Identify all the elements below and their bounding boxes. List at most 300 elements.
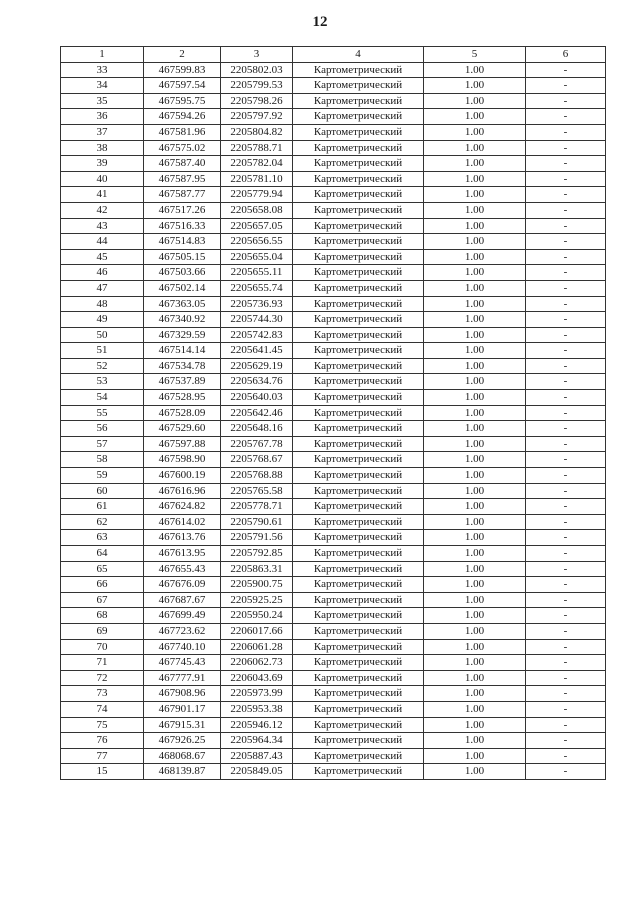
point-number-cell: 58 — [61, 452, 144, 468]
method-cell: Картометрический — [293, 374, 424, 390]
y-coordinate-cell: 2205642.46 — [221, 405, 293, 421]
table-row — [61, 171, 606, 187]
x-coordinate-cell: 467528.09 — [144, 405, 221, 421]
table-row — [61, 343, 606, 359]
x-coordinate-cell: 467529.60 — [144, 421, 221, 437]
y-coordinate-cell: 2206017.66 — [221, 623, 293, 639]
table-row — [61, 499, 606, 515]
x-coordinate-cell: 467340.92 — [144, 312, 221, 328]
table-row — [61, 296, 606, 312]
y-coordinate-cell: 2205863.31 — [221, 561, 293, 577]
method-cell: Картометрический — [293, 249, 424, 265]
x-coordinate-cell: 468139.87 — [144, 764, 221, 780]
x-coordinate-cell: 467597.88 — [144, 436, 221, 452]
y-coordinate-cell: 2205900.75 — [221, 577, 293, 593]
y-coordinate-cell: 2205953.38 — [221, 701, 293, 717]
method-cell: Картометрический — [293, 577, 424, 593]
accuracy-cell: 1.00 — [424, 187, 526, 203]
table-row — [61, 592, 606, 608]
accuracy-cell: 1.00 — [424, 358, 526, 374]
accuracy-cell: 1.00 — [424, 468, 526, 484]
accuracy-cell: 1.00 — [424, 171, 526, 187]
accuracy-cell: 1.00 — [424, 109, 526, 125]
y-coordinate-cell: 2205655.74 — [221, 280, 293, 296]
accuracy-cell: 1.00 — [424, 374, 526, 390]
x-coordinate-cell: 467505.15 — [144, 249, 221, 265]
column-header-x-coordinate: 2 — [144, 47, 221, 63]
point-number-cell: 53 — [61, 374, 144, 390]
point-number-cell: 55 — [61, 405, 144, 421]
y-coordinate-cell: 2205799.53 — [221, 78, 293, 94]
description-cell: - — [526, 452, 606, 468]
point-number-cell: 46 — [61, 265, 144, 281]
point-number-cell: 73 — [61, 686, 144, 702]
y-coordinate-cell: 2206061.28 — [221, 639, 293, 655]
y-coordinate-cell: 2205887.43 — [221, 748, 293, 764]
description-cell: - — [526, 530, 606, 546]
description-cell: - — [526, 358, 606, 374]
accuracy-cell: 1.00 — [424, 577, 526, 593]
point-number-cell: 15 — [61, 764, 144, 780]
y-coordinate-cell: 2205629.19 — [221, 358, 293, 374]
accuracy-cell: 1.00 — [424, 530, 526, 546]
accuracy-cell: 1.00 — [424, 234, 526, 250]
accuracy-cell: 1.00 — [424, 312, 526, 328]
accuracy-cell: 1.00 — [424, 93, 526, 109]
accuracy-cell: 1.00 — [424, 514, 526, 530]
table-row — [61, 436, 606, 452]
y-coordinate-cell: 2205779.94 — [221, 187, 293, 203]
table-row — [61, 733, 606, 749]
point-number-cell: 57 — [61, 436, 144, 452]
description-cell: - — [526, 608, 606, 624]
description-cell: - — [526, 156, 606, 172]
y-coordinate-cell: 2205804.82 — [221, 124, 293, 140]
description-cell: - — [526, 280, 606, 296]
accuracy-cell: 1.00 — [424, 592, 526, 608]
x-coordinate-cell: 467587.77 — [144, 187, 221, 203]
point-number-cell: 60 — [61, 483, 144, 499]
x-coordinate-cell: 467537.89 — [144, 374, 221, 390]
method-cell: Картометрический — [293, 655, 424, 671]
method-cell: Картометрический — [293, 764, 424, 780]
method-cell: Картометрический — [293, 483, 424, 499]
table-row — [61, 265, 606, 281]
accuracy-cell: 1.00 — [424, 296, 526, 312]
description-cell: - — [526, 202, 606, 218]
point-number-cell: 61 — [61, 499, 144, 515]
point-number-cell: 41 — [61, 187, 144, 203]
table-row — [61, 639, 606, 655]
x-coordinate-cell: 467534.78 — [144, 358, 221, 374]
table-row — [61, 530, 606, 546]
method-cell: Картометрический — [293, 187, 424, 203]
method-cell: Картометрический — [293, 421, 424, 437]
point-number-cell: 48 — [61, 296, 144, 312]
description-cell: - — [526, 312, 606, 328]
column-header-accuracy: 5 — [424, 47, 526, 63]
table-row — [61, 608, 606, 624]
method-cell: Картометрический — [293, 327, 424, 343]
table-row — [61, 546, 606, 562]
table-row — [61, 686, 606, 702]
point-number-cell: 65 — [61, 561, 144, 577]
x-coordinate-cell: 467594.26 — [144, 109, 221, 125]
table-row — [61, 468, 606, 484]
method-cell: Картометрический — [293, 202, 424, 218]
method-cell: Картометрический — [293, 748, 424, 764]
x-coordinate-cell: 467514.83 — [144, 234, 221, 250]
method-cell: Картометрический — [293, 234, 424, 250]
description-cell: - — [526, 343, 606, 359]
y-coordinate-cell: 2205648.16 — [221, 421, 293, 437]
table-row — [61, 405, 606, 421]
accuracy-cell: 1.00 — [424, 343, 526, 359]
point-number-cell: 74 — [61, 701, 144, 717]
method-cell: Картометрический — [293, 592, 424, 608]
accuracy-cell: 1.00 — [424, 483, 526, 499]
description-cell: - — [526, 327, 606, 343]
description-cell: - — [526, 249, 606, 265]
y-coordinate-cell: 2205782.04 — [221, 156, 293, 172]
accuracy-cell: 1.00 — [424, 546, 526, 562]
description-cell: - — [526, 748, 606, 764]
description-cell: - — [526, 468, 606, 484]
table-row — [61, 312, 606, 328]
x-coordinate-cell: 467575.02 — [144, 140, 221, 156]
description-cell: - — [526, 265, 606, 281]
accuracy-cell: 1.00 — [424, 265, 526, 281]
table-row — [61, 764, 606, 780]
y-coordinate-cell: 2205656.55 — [221, 234, 293, 250]
x-coordinate-cell: 467915.31 — [144, 717, 221, 733]
y-coordinate-cell: 2205657.05 — [221, 218, 293, 234]
point-number-cell: 63 — [61, 530, 144, 546]
y-coordinate-cell: 2205790.61 — [221, 514, 293, 530]
table-row — [61, 374, 606, 390]
description-cell: - — [526, 655, 606, 671]
description-cell: - — [526, 421, 606, 437]
table-row — [61, 187, 606, 203]
method-cell: Картометрический — [293, 343, 424, 359]
y-coordinate-cell: 2205964.34 — [221, 733, 293, 749]
x-coordinate-cell: 467595.75 — [144, 93, 221, 109]
table-row — [61, 483, 606, 499]
table-row — [61, 748, 606, 764]
x-coordinate-cell: 467581.96 — [144, 124, 221, 140]
description-cell: - — [526, 234, 606, 250]
table-row — [61, 655, 606, 671]
description-cell: - — [526, 733, 606, 749]
table-body — [61, 62, 606, 779]
header-row — [61, 47, 606, 63]
table-row — [61, 156, 606, 172]
method-cell: Картометрический — [293, 733, 424, 749]
point-number-cell: 47 — [61, 280, 144, 296]
accuracy-cell: 1.00 — [424, 655, 526, 671]
table-row — [61, 109, 606, 125]
description-cell: - — [526, 374, 606, 390]
point-number-cell: 36 — [61, 109, 144, 125]
x-coordinate-cell: 467614.02 — [144, 514, 221, 530]
method-cell: Картометрический — [293, 686, 424, 702]
table-row — [61, 561, 606, 577]
x-coordinate-cell: 467613.95 — [144, 546, 221, 562]
description-cell: - — [526, 686, 606, 702]
point-number-cell: 75 — [61, 717, 144, 733]
x-coordinate-cell: 467926.25 — [144, 733, 221, 749]
description-cell: - — [526, 717, 606, 733]
column-header-description: 6 — [526, 47, 606, 63]
method-cell: Картометрический — [293, 639, 424, 655]
y-coordinate-cell: 2206043.69 — [221, 670, 293, 686]
point-number-cell: 34 — [61, 78, 144, 94]
point-number-cell: 69 — [61, 623, 144, 639]
x-coordinate-cell: 467777.91 — [144, 670, 221, 686]
table-row — [61, 358, 606, 374]
x-coordinate-cell: 467599.83 — [144, 62, 221, 78]
accuracy-cell: 1.00 — [424, 421, 526, 437]
point-number-cell: 59 — [61, 468, 144, 484]
y-coordinate-cell: 2205655.11 — [221, 265, 293, 281]
accuracy-cell: 1.00 — [424, 748, 526, 764]
table-row — [61, 514, 606, 530]
description-cell: - — [526, 187, 606, 203]
accuracy-cell: 1.00 — [424, 686, 526, 702]
x-coordinate-cell: 467740.10 — [144, 639, 221, 655]
x-coordinate-cell: 467613.76 — [144, 530, 221, 546]
x-coordinate-cell: 467616.96 — [144, 483, 221, 499]
description-cell: - — [526, 124, 606, 140]
method-cell: Картометрический — [293, 452, 424, 468]
description-cell: - — [526, 670, 606, 686]
x-coordinate-cell: 467676.09 — [144, 577, 221, 593]
table-row — [61, 623, 606, 639]
x-coordinate-cell: 467908.96 — [144, 686, 221, 702]
point-number-cell: 77 — [61, 748, 144, 764]
y-coordinate-cell: 2205792.85 — [221, 546, 293, 562]
point-number-cell: 62 — [61, 514, 144, 530]
x-coordinate-cell: 467329.59 — [144, 327, 221, 343]
accuracy-cell: 1.00 — [424, 717, 526, 733]
x-coordinate-cell: 467600.19 — [144, 468, 221, 484]
method-cell: Картометрический — [293, 265, 424, 281]
description-cell: - — [526, 701, 606, 717]
page-number: 12 — [312, 14, 328, 30]
x-coordinate-cell: 467901.17 — [144, 701, 221, 717]
coordinates-table — [60, 46, 606, 780]
method-cell: Картометрический — [293, 514, 424, 530]
description-cell: - — [526, 639, 606, 655]
description-cell: - — [526, 296, 606, 312]
method-cell: Картометрический — [293, 280, 424, 296]
method-cell: Картометрический — [293, 499, 424, 515]
table-row — [61, 62, 606, 78]
description-cell: - — [526, 109, 606, 125]
x-coordinate-cell: 467587.40 — [144, 156, 221, 172]
method-cell: Картометрический — [293, 171, 424, 187]
accuracy-cell: 1.00 — [424, 733, 526, 749]
point-number-cell: 54 — [61, 390, 144, 406]
description-cell: - — [526, 514, 606, 530]
accuracy-cell: 1.00 — [424, 405, 526, 421]
method-cell: Картометрический — [293, 358, 424, 374]
description-cell: - — [526, 561, 606, 577]
y-coordinate-cell: 2205765.58 — [221, 483, 293, 499]
y-coordinate-cell: 2205634.76 — [221, 374, 293, 390]
point-number-cell: 67 — [61, 592, 144, 608]
y-coordinate-cell: 2205655.04 — [221, 249, 293, 265]
table-row — [61, 93, 606, 109]
table-row — [61, 701, 606, 717]
x-coordinate-cell: 467514.14 — [144, 343, 221, 359]
method-cell: Картометрический — [293, 530, 424, 546]
y-coordinate-cell: 2205791.56 — [221, 530, 293, 546]
x-coordinate-cell: 467687.67 — [144, 592, 221, 608]
accuracy-cell: 1.00 — [424, 670, 526, 686]
accuracy-cell: 1.00 — [424, 78, 526, 94]
description-cell: - — [526, 623, 606, 639]
method-cell: Картометрический — [293, 62, 424, 78]
y-coordinate-cell: 2205849.05 — [221, 764, 293, 780]
y-coordinate-cell: 2205946.12 — [221, 717, 293, 733]
method-cell: Картометрический — [293, 156, 424, 172]
accuracy-cell: 1.00 — [424, 124, 526, 140]
description-cell: - — [526, 78, 606, 94]
table-row — [61, 124, 606, 140]
table-row — [61, 390, 606, 406]
y-coordinate-cell: 2205641.45 — [221, 343, 293, 359]
accuracy-cell: 1.00 — [424, 249, 526, 265]
x-coordinate-cell: 467516.33 — [144, 218, 221, 234]
accuracy-cell: 1.00 — [424, 561, 526, 577]
table-row — [61, 577, 606, 593]
method-cell: Картометрический — [293, 109, 424, 125]
table-row — [61, 717, 606, 733]
description-cell: - — [526, 405, 606, 421]
accuracy-cell: 1.00 — [424, 390, 526, 406]
y-coordinate-cell: 2205736.93 — [221, 296, 293, 312]
table-row — [61, 280, 606, 296]
x-coordinate-cell: 467624.82 — [144, 499, 221, 515]
method-cell: Картометрический — [293, 78, 424, 94]
x-coordinate-cell: 467598.90 — [144, 452, 221, 468]
accuracy-cell: 1.00 — [424, 280, 526, 296]
method-cell: Картометрический — [293, 93, 424, 109]
point-number-cell: 76 — [61, 733, 144, 749]
point-number-cell: 71 — [61, 655, 144, 671]
accuracy-cell: 1.00 — [424, 156, 526, 172]
accuracy-cell: 1.00 — [424, 764, 526, 780]
method-cell: Картометрический — [293, 608, 424, 624]
y-coordinate-cell: 2205768.88 — [221, 468, 293, 484]
method-cell: Картометрический — [293, 312, 424, 328]
x-coordinate-cell: 467503.66 — [144, 265, 221, 281]
method-cell: Картометрический — [293, 623, 424, 639]
method-cell: Картометрический — [293, 701, 424, 717]
accuracy-cell: 1.00 — [424, 623, 526, 639]
x-coordinate-cell: 467699.49 — [144, 608, 221, 624]
point-number-cell: 42 — [61, 202, 144, 218]
description-cell: - — [526, 499, 606, 515]
description-cell: - — [526, 764, 606, 780]
table-row — [61, 670, 606, 686]
description-cell: - — [526, 436, 606, 452]
point-number-cell: 33 — [61, 62, 144, 78]
point-number-cell: 44 — [61, 234, 144, 250]
method-cell: Картометрический — [293, 405, 424, 421]
y-coordinate-cell: 2205742.83 — [221, 327, 293, 343]
column-header-point-number: 1 — [61, 47, 144, 63]
x-coordinate-cell: 467517.26 — [144, 202, 221, 218]
method-cell: Картометрический — [293, 218, 424, 234]
table-row — [61, 78, 606, 94]
x-coordinate-cell: 467363.05 — [144, 296, 221, 312]
table-row — [61, 202, 606, 218]
table-row — [61, 327, 606, 343]
accuracy-cell: 1.00 — [424, 701, 526, 717]
y-coordinate-cell: 2205802.03 — [221, 62, 293, 78]
x-coordinate-cell: 467655.43 — [144, 561, 221, 577]
method-cell: Картометрический — [293, 390, 424, 406]
point-number-cell: 66 — [61, 577, 144, 593]
method-cell: Картометрический — [293, 140, 424, 156]
table-row — [61, 218, 606, 234]
description-cell: - — [526, 62, 606, 78]
table-row — [61, 421, 606, 437]
column-header-method: 4 — [293, 47, 424, 63]
accuracy-cell: 1.00 — [424, 499, 526, 515]
y-coordinate-cell: 2205925.25 — [221, 592, 293, 608]
x-coordinate-cell: 468068.67 — [144, 748, 221, 764]
point-number-cell: 38 — [61, 140, 144, 156]
accuracy-cell: 1.00 — [424, 639, 526, 655]
y-coordinate-cell: 2205950.24 — [221, 608, 293, 624]
point-number-cell: 43 — [61, 218, 144, 234]
table-row — [61, 140, 606, 156]
y-coordinate-cell: 2205767.78 — [221, 436, 293, 452]
method-cell: Картометрический — [293, 124, 424, 140]
accuracy-cell: 1.00 — [424, 327, 526, 343]
accuracy-cell: 1.00 — [424, 608, 526, 624]
point-number-cell: 45 — [61, 249, 144, 265]
method-cell: Картометрический — [293, 717, 424, 733]
description-cell: - — [526, 546, 606, 562]
point-number-cell: 39 — [61, 156, 144, 172]
point-number-cell: 56 — [61, 421, 144, 437]
accuracy-cell: 1.00 — [424, 452, 526, 468]
description-cell: - — [526, 592, 606, 608]
y-coordinate-cell: 2205744.30 — [221, 312, 293, 328]
description-cell: - — [526, 483, 606, 499]
point-number-cell: 70 — [61, 639, 144, 655]
method-cell: Картометрический — [293, 468, 424, 484]
x-coordinate-cell: 467597.54 — [144, 78, 221, 94]
description-cell: - — [526, 140, 606, 156]
point-number-cell: 72 — [61, 670, 144, 686]
table-header — [61, 47, 606, 63]
description-cell: - — [526, 93, 606, 109]
method-cell: Картометрический — [293, 546, 424, 562]
column-header-y-coordinate: 3 — [221, 47, 293, 63]
table-row — [61, 249, 606, 265]
y-coordinate-cell: 2205798.26 — [221, 93, 293, 109]
method-cell: Картометрический — [293, 296, 424, 312]
y-coordinate-cell: 2205768.67 — [221, 452, 293, 468]
description-cell: - — [526, 171, 606, 187]
table-row — [61, 234, 606, 250]
description-cell: - — [526, 218, 606, 234]
